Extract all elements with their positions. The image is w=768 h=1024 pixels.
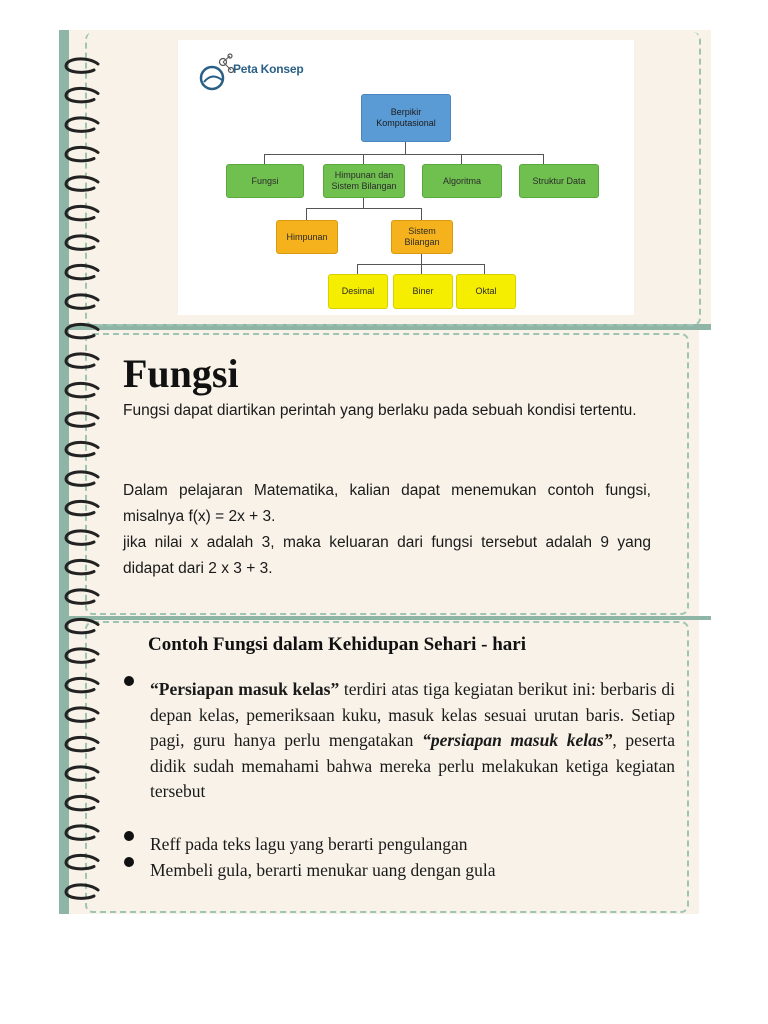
spiral-ring xyxy=(66,354,98,367)
spiral-ring xyxy=(66,531,98,544)
list-item-text: , peserta didik sudah memahami bahwa mereka perlu melakukan ketiga kegiatan tersebut xyxy=(150,730,675,801)
concept-map xyxy=(178,40,634,315)
spiral-ring xyxy=(66,177,98,190)
concept-node-desimal: Desimal xyxy=(328,274,388,309)
spiral-ring xyxy=(66,324,98,337)
definition-paragraph: Fungsi dapat diartikan perintah yang berlaku pada sebuah kondisi tertentu. xyxy=(123,402,637,419)
list-item-bold: “Persiapan masuk kelas” xyxy=(150,679,340,699)
list-item: Reff pada teks lagu yang berarti pengulangan xyxy=(150,834,468,854)
spiral-ring xyxy=(66,590,98,603)
concept-node-oktal: Oktal xyxy=(456,274,516,309)
spiral-ring xyxy=(66,265,98,278)
spiral-ring xyxy=(66,737,98,750)
spiral-binding-icon xyxy=(58,44,108,914)
spiral-ring xyxy=(66,855,98,868)
list-item: Membeli gula, berarti menukar uang dengan gula xyxy=(150,860,496,880)
spiral-ring xyxy=(66,767,98,780)
spiral-ring xyxy=(66,708,98,721)
spiral-ring xyxy=(66,472,98,485)
spiral-ring xyxy=(66,147,98,160)
concept-node-struktur-data: Struktur Data xyxy=(519,164,599,198)
concept-node-biner: Biner xyxy=(393,274,453,309)
spiral-ring xyxy=(66,649,98,662)
list-item-bold-italic: “persiapan masuk kelas” xyxy=(422,730,613,750)
spiral-ring xyxy=(66,118,98,131)
spiral-ring xyxy=(66,206,98,219)
spiral-ring xyxy=(66,383,98,396)
spiral-ring xyxy=(66,59,98,72)
spiral-ring xyxy=(66,560,98,573)
spiral-ring xyxy=(66,88,98,101)
concept-node-algoritma: Algoritma xyxy=(422,164,502,198)
concept-node-himpunan-sistem: Himpunan dan Sistem Bilangan xyxy=(323,164,405,198)
spiral-ring xyxy=(66,236,98,249)
bullet-icon xyxy=(124,857,134,867)
concept-logo-icon xyxy=(196,52,236,92)
bullet-icon xyxy=(124,676,134,686)
bullet-icon xyxy=(124,831,134,841)
spiral-ring xyxy=(66,796,98,809)
spiral-ring xyxy=(66,442,98,455)
spiral-ring xyxy=(66,678,98,691)
section-heading: Contoh Fungsi dalam Kehidupan Sehari - hari xyxy=(148,634,526,655)
concept-logo-text: Peta Konsep xyxy=(233,62,304,76)
concept-node-sistem-bilangan: Sistem Bilangan xyxy=(391,220,453,254)
concept-node-fungsi: Fungsi xyxy=(226,164,304,198)
example-paragraph-continued: jika nilai x adalah 3, maka keluaran dari fungsi tersebut adalah 9 yang didapat dari 2 x 3 + 3. xyxy=(123,534,651,577)
list-item xyxy=(150,677,675,805)
concept-node-himpunan: Himpunan xyxy=(276,220,338,254)
page-title: Fungsi xyxy=(123,351,239,396)
spiral-ring xyxy=(66,501,98,514)
spiral-ring xyxy=(66,885,98,898)
spiral-ring xyxy=(66,826,98,839)
list-item-text: terdiri atas tiga kegiatan berikut ini: berbaris di depan kelas, pemeriksaan kuku, masuk kelas sesuai urutan baris. Setiap pagi, guru hanya perlu mengatakan xyxy=(150,679,676,750)
spiral-ring xyxy=(66,295,98,308)
spiral-ring xyxy=(66,413,98,426)
concept-node-root: Berpikir Komputasional xyxy=(361,94,451,142)
example-paragraph: Dalam pelajaran Matematika, kalian dapat menemukan contoh fungsi, misalnya f(x) = 2x + 3. xyxy=(123,482,651,525)
spiral-ring xyxy=(66,619,98,632)
